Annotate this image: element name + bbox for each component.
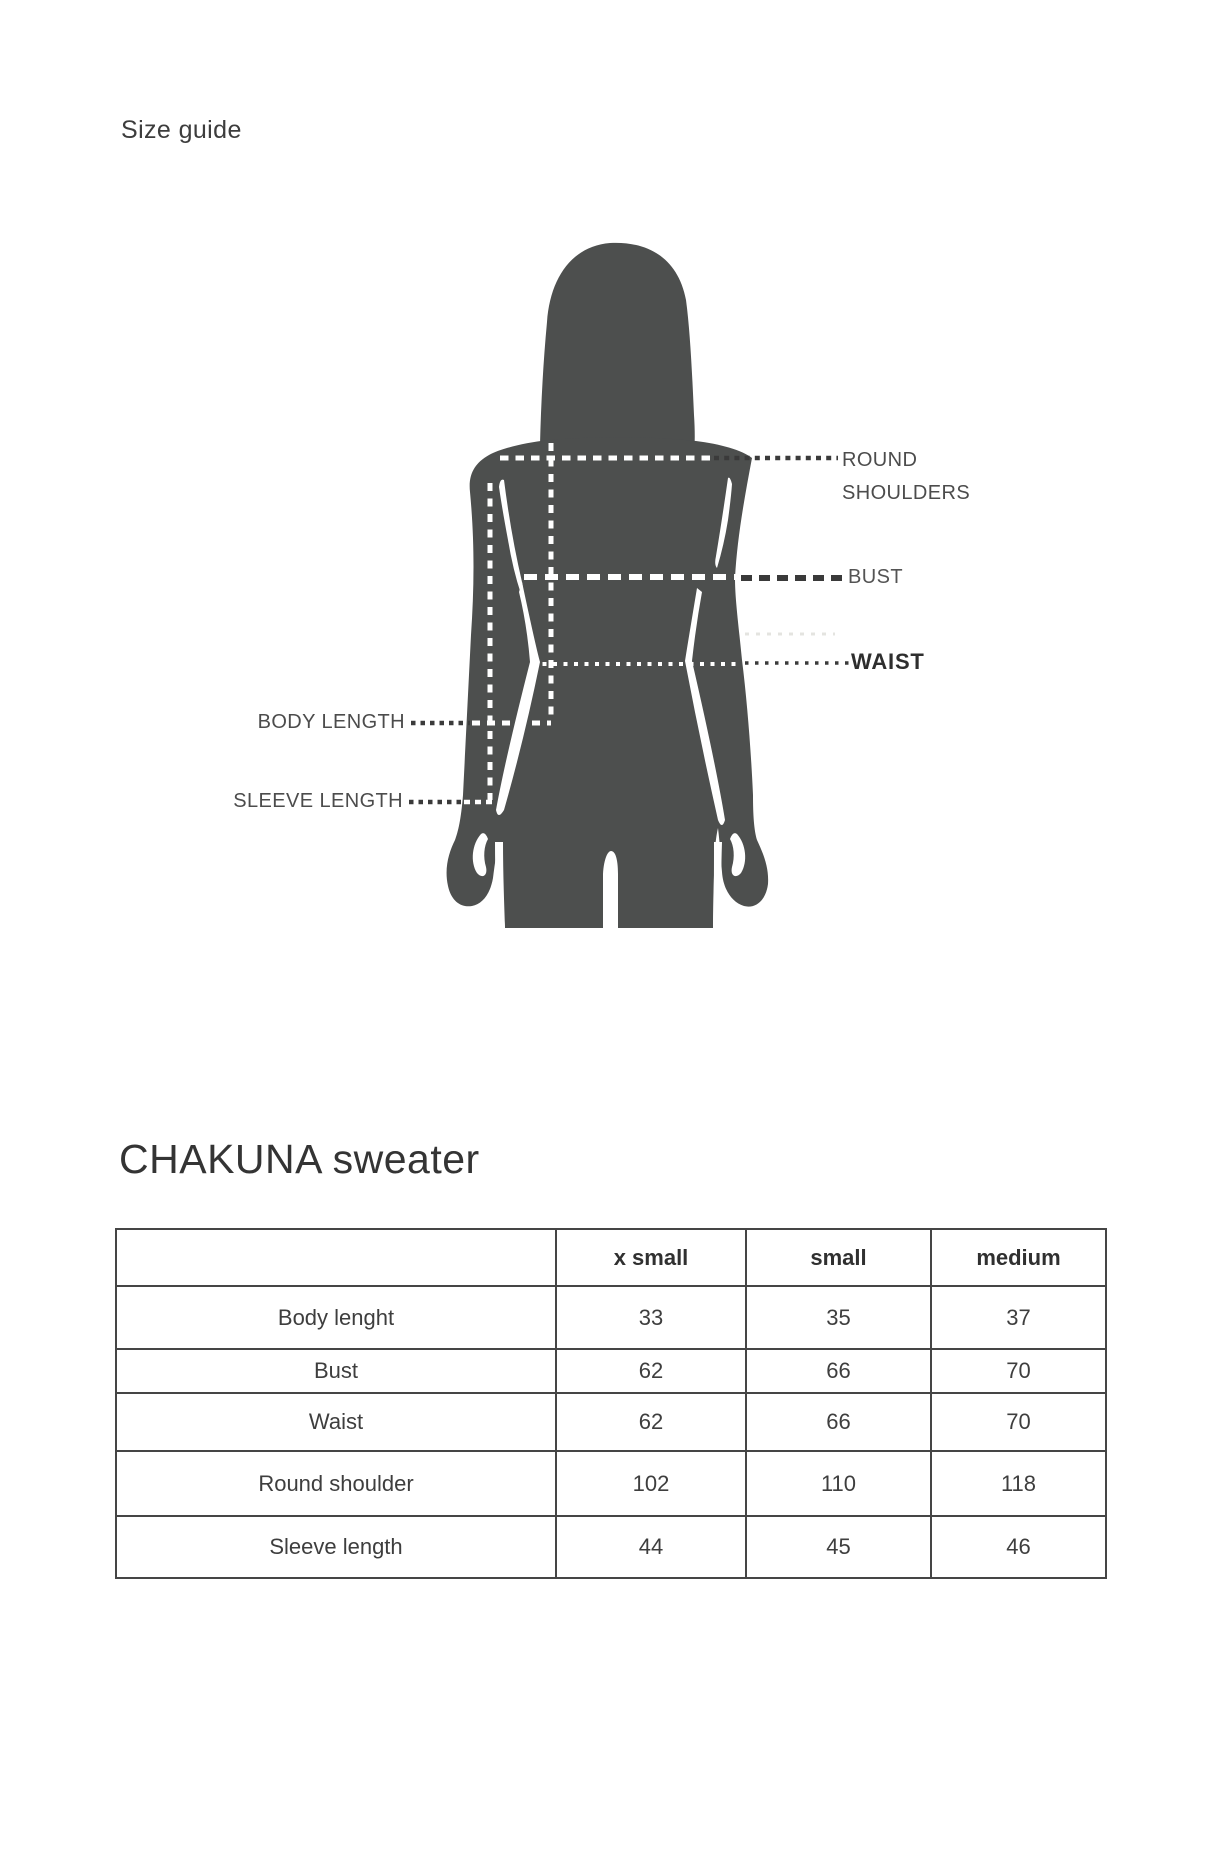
size-value: 33: [556, 1286, 746, 1349]
size-value: 35: [746, 1286, 931, 1349]
table-row: [116, 1451, 1106, 1516]
label-body-length: BODY LENGTH: [257, 711, 405, 733]
row-label-sleeve-length: Sleeve length: [116, 1516, 556, 1578]
size-value: 118: [931, 1451, 1106, 1516]
female-silhouette: [447, 243, 769, 928]
size-table-header-row: [116, 1229, 1106, 1286]
table-row: [116, 1286, 1106, 1349]
size-value: 37: [931, 1286, 1106, 1349]
size-value: 62: [556, 1393, 746, 1451]
table-corner-cell: [116, 1229, 556, 1286]
column-header-x-small: x small: [556, 1229, 746, 1286]
size-value: 44: [556, 1516, 746, 1578]
size-value: 102: [556, 1451, 746, 1516]
size-value: 45: [746, 1516, 931, 1578]
column-header-medium: medium: [931, 1229, 1106, 1286]
label-sleeve-length: SLEEVE LENGTH: [233, 790, 403, 812]
size-value: 66: [746, 1349, 931, 1393]
row-label-body-lenght: Body lenght: [116, 1286, 556, 1349]
label-round-shoulders: [842, 444, 970, 510]
size-value: 66: [746, 1393, 931, 1451]
row-label-bust: Bust: [116, 1349, 556, 1393]
product-title: CHAKUNA sweater: [119, 1136, 480, 1182]
label-round-shoulders-line2: SHOULDERS: [842, 482, 971, 504]
label-round-shoulders-line1: ROUND: [842, 449, 918, 471]
size-value: 110: [746, 1451, 931, 1516]
size-table: [115, 1228, 1107, 1579]
row-label-round-shoulder: Round shoulder: [116, 1451, 556, 1516]
right-hand-gap: [713, 842, 722, 928]
table-row: [116, 1349, 1106, 1393]
size-value: 70: [931, 1393, 1106, 1451]
table-row: [116, 1393, 1106, 1451]
label-bust: BUST: [848, 566, 903, 588]
table-row: [116, 1516, 1106, 1578]
size-guide-heading: Size guide: [121, 116, 242, 144]
row-label-waist: Waist: [116, 1393, 556, 1451]
column-header-small: small: [746, 1229, 931, 1286]
size-value: 70: [931, 1349, 1106, 1393]
size-value: 46: [931, 1516, 1106, 1578]
size-value: 62: [556, 1349, 746, 1393]
label-waist: WAIST: [851, 649, 925, 674]
